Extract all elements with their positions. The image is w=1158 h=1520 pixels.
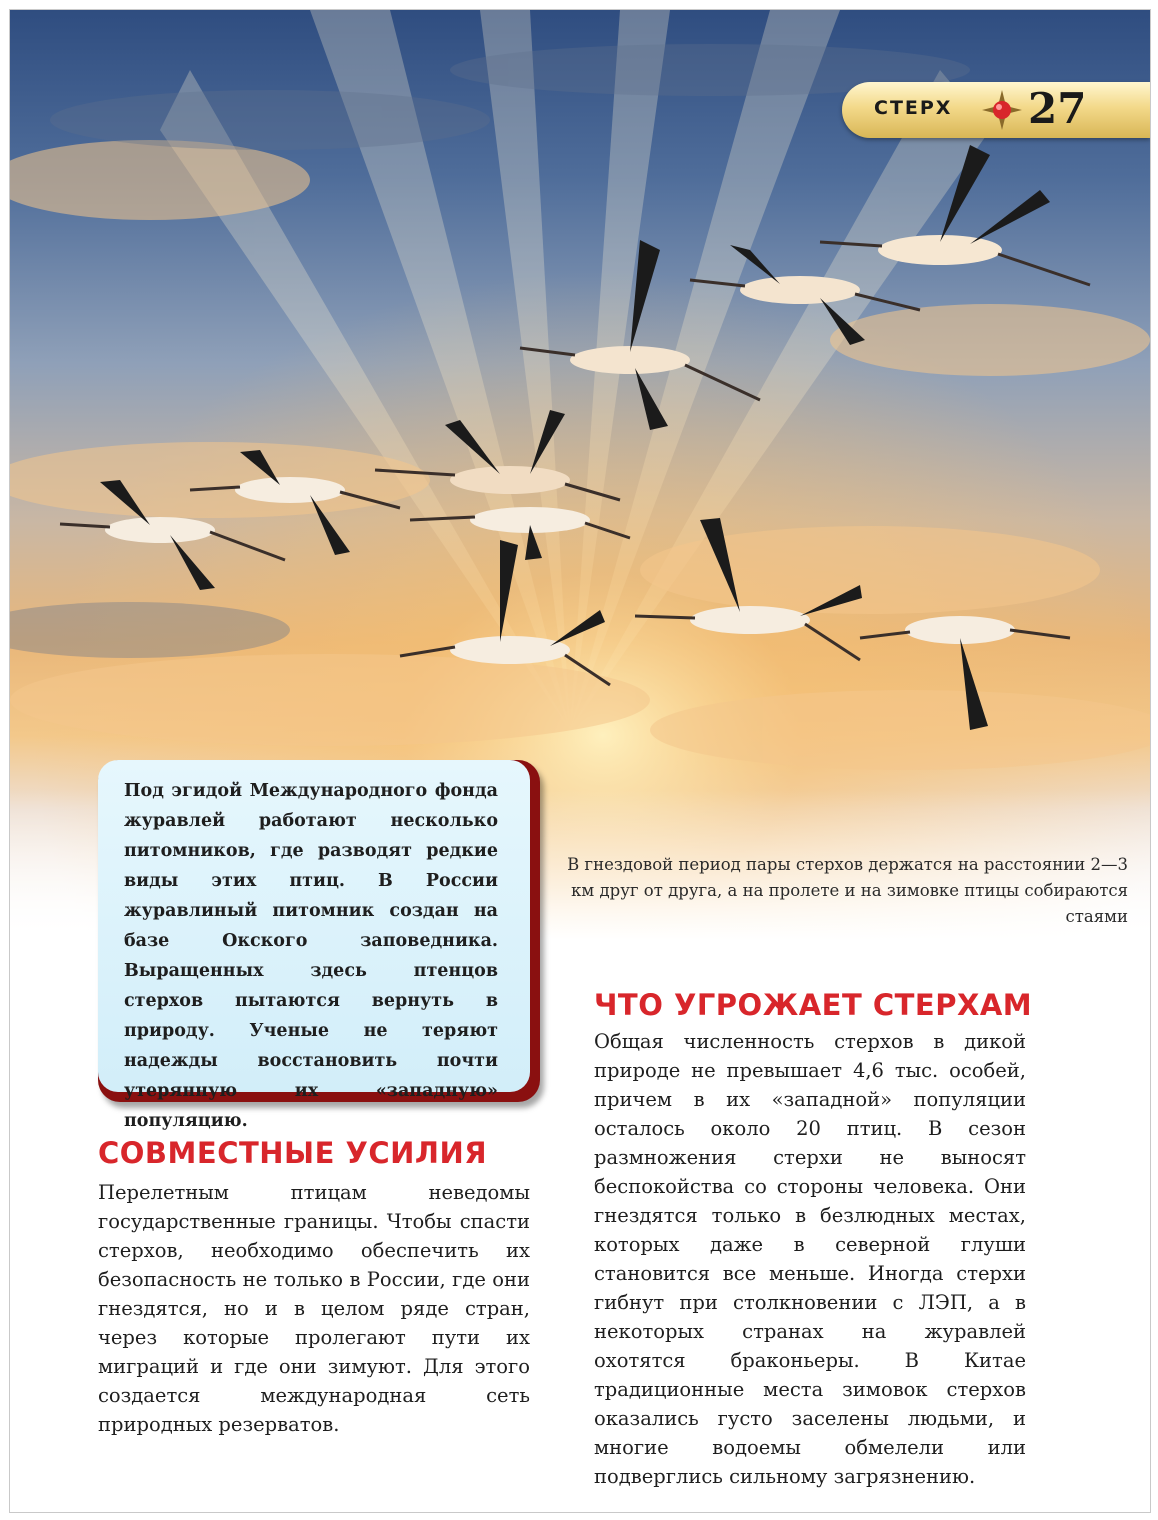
joint-efforts-heading: СОВМЕСТНЫЕ УСИЛИЯ [98,1136,488,1170]
photo-caption: В гнездовой период пары стерхов держатся на расстоянии 2—3 км друг от друга, а на пролете и на зимовке птицы собираются стаями [567,855,1128,926]
threats-body: Общая численность стерхов в дикой природе не превышает 4,6 тыс. особей, причем в их «западной» популяции осталось около 20 птиц. В сезон размножения стерхи не выносят беспокойства со стороны человека. Они гнездятся только в безлюдных местах, которых даже в северной глуши становится все меньше. Иногда стерхи гибнут при столкновении с ЛЭП, а в некоторых странах на журавлей охотятся браконьеры. В Китае традиционные места зимовок стерхов оказались густо заселены людьми, и многие водоемы обмелели или подверглись сильному загрязнению. [594,1030,1026,1488]
chapter-header-tab [842,82,1150,138]
section-label: СТЕРХ [874,97,953,119]
info-box-text: Под эгидой Международного фонда журавлей работают несколько питомников, где разводят редкие виды этих птиц. В России журавлиный питомник создан на базе Окского заповедника. Выращенных здесь птенцов стерхов пытаются вернуть в природу. Ученые не теряют надежды восстановить почти утерянную их «западную» популяцию. [124,781,498,1131]
compass-icon [982,90,1022,130]
joint-efforts-body: Перелетным птицам неведомы государственные границы. Чтобы спасти стерхов, необходимо обеспечить их безопасность не только в России, где они гнездятся, но и в целом ряде стран, через которые пролегают пути их миграций и где они зимуют. Для этого создается международная сеть природных резерватов. [98,1181,530,1436]
info-box [98,760,540,1131]
threats-heading: ЧТО УГРОЖАЕТ СТЕРХАМ [594,988,1033,1022]
info-box-panel [98,760,530,1131]
page-number: 27 [1028,84,1087,133]
book-page [9,9,1151,1513]
